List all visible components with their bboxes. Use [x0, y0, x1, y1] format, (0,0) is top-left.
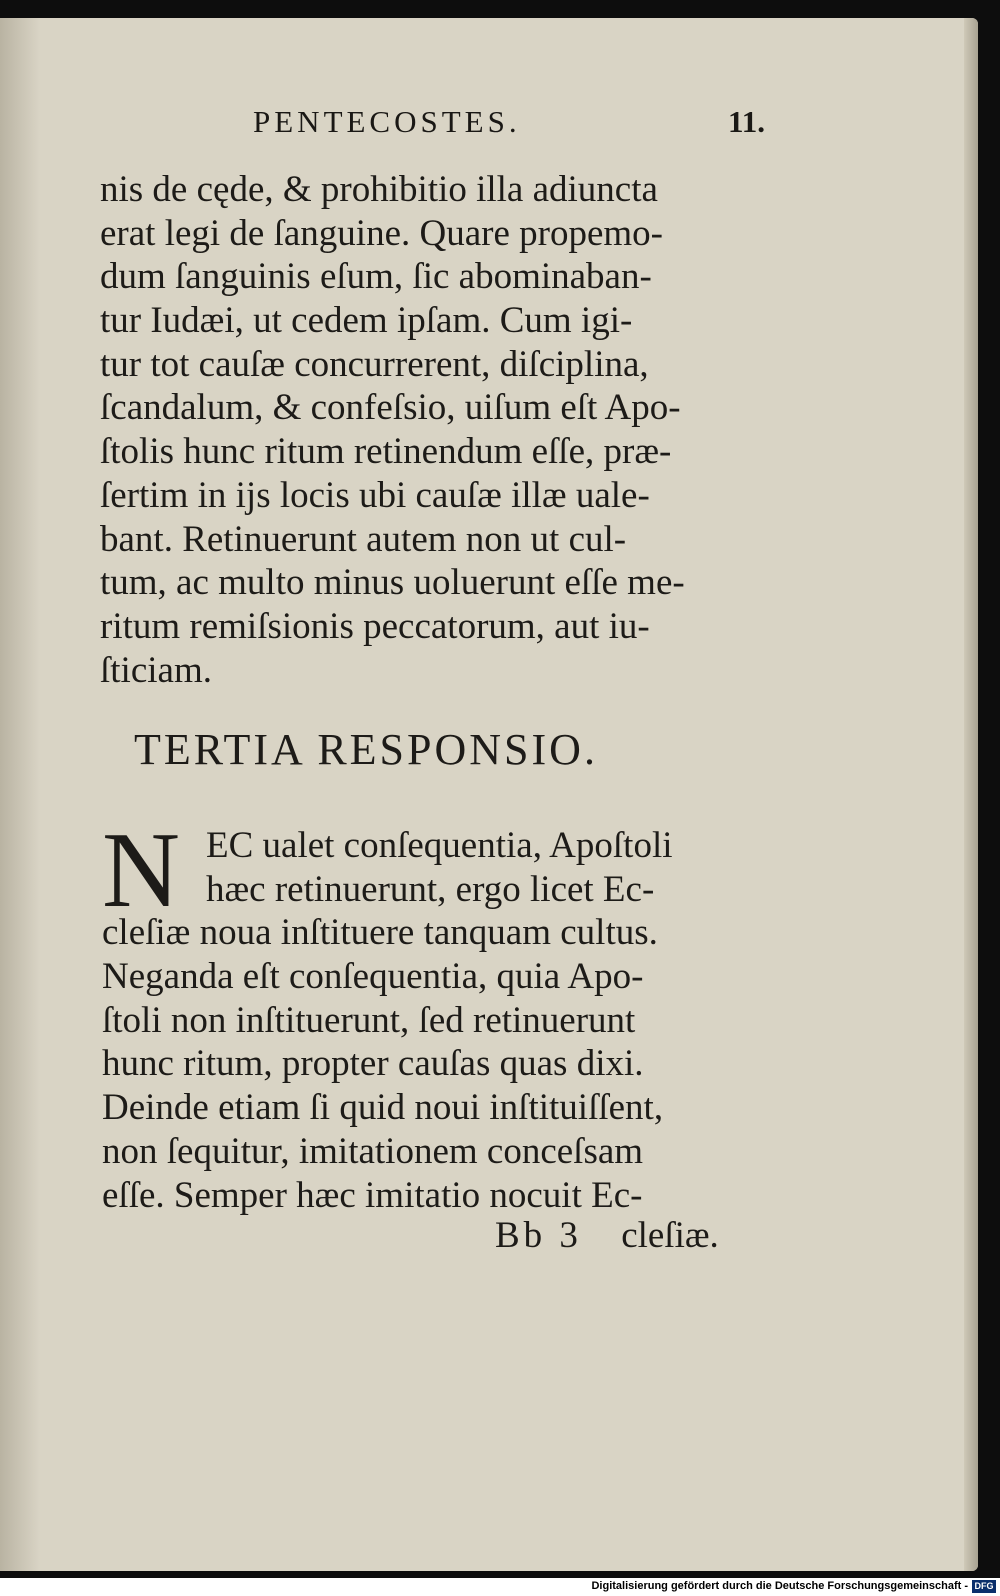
text-line: tum, ac multo minus uoluerunt eſſe me-: [100, 562, 685, 604]
drop-cap: N: [102, 811, 180, 930]
footer-bar: [0, 1578, 1000, 1596]
paragraph-continued: [100, 168, 780, 692]
text-line: non ſequitur, imitationem conceſsam: [102, 1130, 644, 1172]
text-line: ſtolis hunc ritum retinendum eſſe, præ-: [100, 431, 672, 473]
text-line: ſertim in ijs locis ubi cauſæ illæ uale-: [100, 474, 650, 516]
dfg-logo: DFG: [972, 1580, 996, 1593]
text-line: nis de cęde, & prohibitio illa adiuncta: [100, 169, 658, 210]
text-line: ſcandalum, & confeſsio, uiſum eſt Apo-: [100, 387, 681, 429]
funding-credit: Digitalisierung gefördert durch die Deutsche Forschungsgemeinschaft -: [591, 1580, 968, 1592]
text-line: cleſiæ noua inſtituere tanquam cultus.: [102, 912, 658, 954]
folio-number: 11.: [727, 104, 765, 139]
book-page: [0, 18, 978, 1571]
page-gutter-shadow: [0, 18, 40, 1571]
text-line: tur Iudæi, ut cedem ipſam. Cum igi-: [100, 300, 633, 342]
text-line: ſticiam.: [100, 649, 212, 691]
text-line: Deinde etiam ſi quid noui inſtituiſſent,: [102, 1087, 664, 1129]
text-line: bant. Retinuerunt autem non ut cul-: [100, 518, 627, 560]
running-head: [100, 104, 765, 154]
catchword: cleſiæ.: [621, 1215, 719, 1256]
text-line: EC ualet conſequentia, Apoſtoli: [206, 825, 673, 866]
text-line: ſtoli non inſtituerunt, ſed retinuerunt: [102, 999, 636, 1041]
text-line: dum ſanguinis eſum, ſic abominaban-: [100, 256, 652, 298]
signature-mark: Bb 3: [495, 1215, 582, 1256]
section-heading: TERTIA RESPONSIO.: [134, 725, 598, 774]
text-line: ritum remiſsionis peccatorum, aut iu-: [100, 605, 650, 647]
catchline: [495, 1214, 719, 1257]
text-line: erat legi de ſanguine. Quare propemo-: [100, 212, 663, 254]
text-line: Neganda eſt conſequentia, quia Apo-: [102, 956, 644, 998]
running-head-title: PENTECOSTES.: [253, 104, 521, 139]
text-line: hunc ritum, propter cauſas quas dixi.: [102, 1043, 644, 1085]
text-line: hæc retinuerunt, ergo licet Ec-: [206, 868, 655, 910]
page-edge: [964, 18, 978, 1571]
text-line: tur tot cauſæ concurrerent, diſciplina,: [100, 343, 649, 385]
text-line: eſſe. Semper hæc imitatio nocuit Ec-: [102, 1174, 643, 1216]
paragraph-tertia-responsio: [102, 811, 782, 1217]
